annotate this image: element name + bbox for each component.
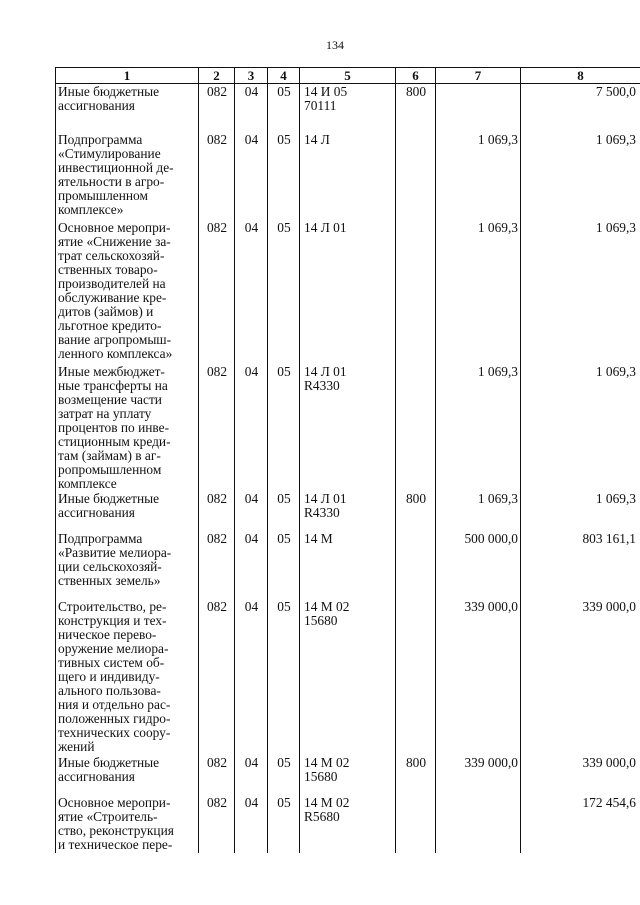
code-subsection: 05	[268, 755, 300, 795]
amount-col-7	[436, 84, 521, 132]
amount-col-8: 1 069,3	[521, 220, 640, 364]
header-col-6: 6	[396, 68, 436, 84]
code-subsection: 05	[268, 599, 300, 755]
code-section: 04	[235, 755, 268, 795]
code-subsection: 05	[268, 795, 300, 853]
table-row	[56, 531, 640, 599]
page-number: 134	[326, 38, 344, 52]
code-section: 04	[235, 84, 268, 132]
code-target: 14 М 02 R5680	[300, 795, 396, 853]
table-row	[56, 755, 640, 795]
amount-col-8: 7 500,0	[521, 84, 640, 132]
amount-col-8: 172 454,6	[521, 795, 640, 853]
code-section: 04	[235, 132, 268, 220]
code-section: 04	[235, 795, 268, 853]
code-target: 14 Л	[300, 132, 396, 220]
amount-col-8: 1 069,3	[521, 364, 640, 491]
code-target: 14 М 02 15680	[300, 755, 396, 795]
code-section: 04	[235, 531, 268, 599]
header-col-4: 4	[268, 68, 300, 84]
table-row	[56, 220, 640, 364]
name-cell: Строительство, ре- конструкция и тех- ническое перево- оружение мелиора- тивных систем об- щего и индивиду- ального пользова- ния и отдельно рас- положенных гидро- технических соору- жений	[56, 599, 199, 755]
code-expense-type	[396, 531, 436, 599]
amount-col-7: 339 000,0	[436, 755, 521, 795]
amount-col-7	[436, 795, 521, 853]
amount-col-7: 1 069,3	[436, 364, 521, 491]
name-cell: Основное меропри- ятие «Снижение за- трат сельскохозяй- ственных товаро- производителей на обслуживание кре- дитов (займов) и льготное кредито- вание агропромыш- ленного комплекса»	[56, 220, 199, 364]
code-subsection: 05	[268, 84, 300, 132]
table-row	[56, 795, 640, 853]
code-ministry: 082	[199, 755, 235, 795]
code-expense-type: 800	[396, 755, 436, 795]
code-ministry: 082	[199, 491, 235, 531]
code-ministry: 082	[199, 220, 235, 364]
code-target: 14 М 02 15680	[300, 599, 396, 755]
code-section: 04	[235, 491, 268, 531]
amount-col-8: 339 000,0	[521, 755, 640, 795]
amount-col-7: 339 000,0	[436, 599, 521, 755]
code-subsection: 05	[268, 364, 300, 491]
table-row	[56, 364, 640, 491]
code-expense-type	[396, 599, 436, 755]
header-col-1: 1	[56, 68, 199, 84]
table-row	[56, 491, 640, 531]
header-col-5: 5	[300, 68, 396, 84]
header-col-8: 8	[521, 68, 640, 84]
amount-col-7: 1 069,3	[436, 132, 521, 220]
amount-col-8: 803 161,1	[521, 531, 640, 599]
code-target: 14 Л 01 R4330	[300, 491, 396, 531]
code-target: 14 И 05 70111	[300, 84, 396, 132]
header-col-3: 3	[235, 68, 268, 84]
name-cell: Основное меропри- ятие «Строитель- ство, реконструкция и техническое пере-	[56, 795, 199, 853]
header-row	[56, 68, 640, 84]
header-col-7: 7	[436, 68, 521, 84]
code-target: 14 Л 01 R4330	[300, 364, 396, 491]
code-expense-type	[396, 132, 436, 220]
code-expense-type	[396, 364, 436, 491]
amount-col-7: 1 069,3	[436, 220, 521, 364]
name-cell: Подпрограмма «Стимулирование инвестиционной де- ятельности в агро- промышленном комплексе»	[56, 132, 199, 220]
code-subsection: 05	[268, 531, 300, 599]
table-body	[56, 84, 640, 853]
table-row	[56, 132, 640, 220]
code-ministry: 082	[199, 84, 235, 132]
code-ministry: 082	[199, 364, 235, 491]
code-expense-type	[396, 220, 436, 364]
code-subsection: 05	[268, 220, 300, 364]
amount-col-7: 1 069,3	[436, 491, 521, 531]
code-ministry: 082	[199, 132, 235, 220]
code-ministry: 082	[199, 795, 235, 853]
code-target: 14 Л 01	[300, 220, 396, 364]
code-ministry: 082	[199, 599, 235, 755]
code-section: 04	[235, 364, 268, 491]
name-cell: Иные бюджетные ассигнования	[56, 84, 199, 132]
name-cell: Иные бюджетные ассигнования	[56, 491, 199, 531]
code-section: 04	[235, 599, 268, 755]
code-target: 14 М	[300, 531, 396, 599]
table-row	[56, 84, 640, 132]
amount-col-7: 500 000,0	[436, 531, 521, 599]
code-ministry: 082	[199, 531, 235, 599]
code-subsection: 05	[268, 132, 300, 220]
amount-col-8: 339 000,0	[521, 599, 640, 755]
amount-col-8: 1 069,3	[521, 132, 640, 220]
code-expense-type: 800	[396, 491, 436, 531]
code-expense-type: 800	[396, 84, 436, 132]
table-row	[56, 599, 640, 755]
name-cell: Иные бюджетные ассигнования	[56, 755, 199, 795]
code-subsection: 05	[268, 491, 300, 531]
budget-table	[55, 67, 640, 853]
amount-col-8: 1 069,3	[521, 491, 640, 531]
code-section: 04	[235, 220, 268, 364]
name-cell: Подпрограмма «Развитие мелиора- ции сельскохозяй- ственных земель»	[56, 531, 199, 599]
header-col-2: 2	[199, 68, 235, 84]
name-cell: Иные межбюджет- ные трансферты на возмещение части затрат на уплату процентов по инве- стиционным креди- там (займам) в аг- ропромышленном комплексе	[56, 364, 199, 491]
code-expense-type	[396, 795, 436, 853]
